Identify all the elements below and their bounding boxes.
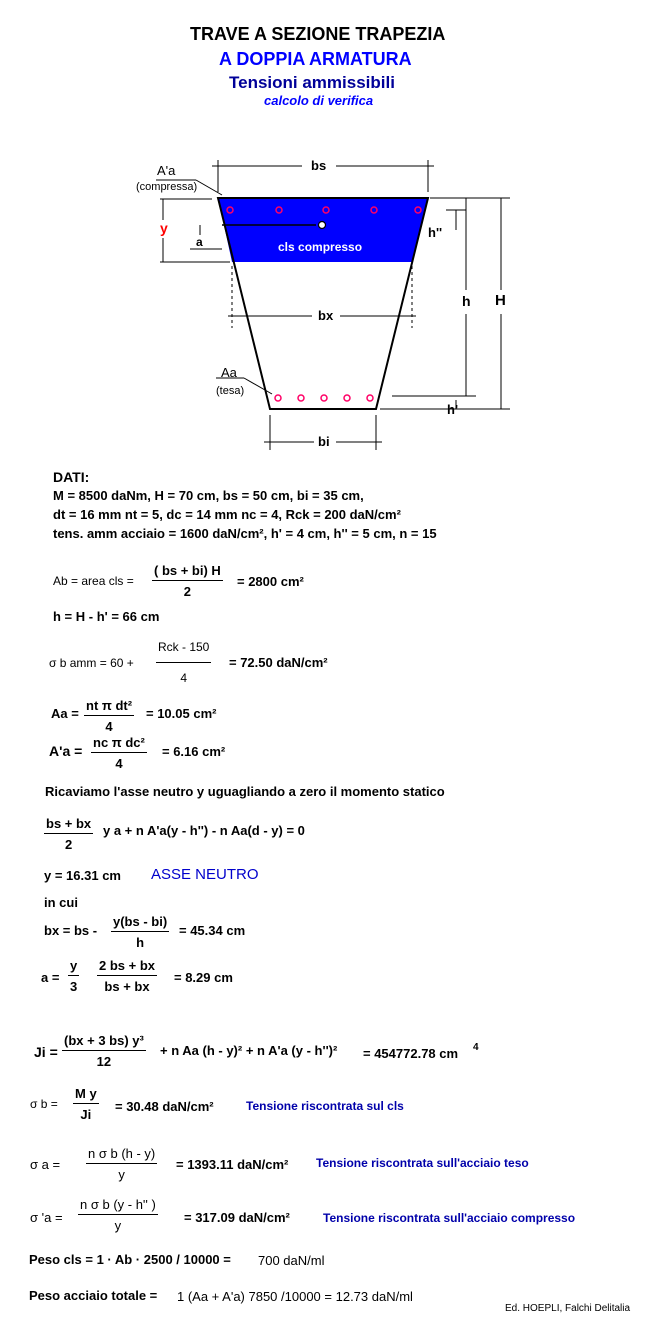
- a-label: a: [196, 235, 203, 249]
- stat-fraction: [44, 816, 93, 852]
- a-fraction-1: [68, 958, 79, 994]
- a-denominator-2: bs + bx: [97, 975, 157, 994]
- sa-result: = 1393.11 daN/cm²: [176, 1157, 289, 1172]
- page-title: TRAVE A SEZIONE TRAPEZIA: [190, 24, 446, 44]
- H-label: H: [495, 292, 506, 309]
- sa-numerator: n σ b (h - y): [88, 1146, 156, 1161]
- ab-left: Ab = area cls =: [53, 574, 134, 588]
- page-subtitle: A DOPPIA ARMATURA: [219, 49, 412, 69]
- sb-result: = 30.48 daN/cm²: [115, 1099, 214, 1114]
- ab-denominator: 2: [152, 580, 223, 599]
- y-result: y = 16.31 cm: [44, 868, 121, 883]
- ji-denominator: 12: [62, 1050, 146, 1069]
- dati-heading: DATI:: [53, 469, 90, 485]
- ji-rest: + n Aa (h - y)² + n A'a (y - h'')²: [160, 1043, 338, 1058]
- s1a-fraction: [78, 1197, 158, 1233]
- aa-left: Aa =: [51, 706, 79, 721]
- sb-denominator: Ji: [73, 1103, 99, 1122]
- sb-fraction: [73, 1086, 99, 1122]
- compressa-label: (compressa): [136, 181, 198, 193]
- aa-result: = 10.05 cm²: [146, 706, 217, 721]
- a1a-numerator: nc π dc²: [93, 735, 145, 750]
- aa-fraction: [84, 698, 134, 734]
- bi-label: bi: [318, 434, 330, 449]
- ji-fraction: [62, 1033, 146, 1069]
- stat-rest: y a + n A'a(y - h'') - n Aa(d - y) = 0: [103, 823, 305, 838]
- sb-note: Tensione riscontrata sul cls: [246, 1099, 404, 1113]
- a-left: a =: [41, 970, 60, 985]
- bs-label: bs: [311, 158, 327, 173]
- a1a-label: A'a: [157, 163, 176, 178]
- dati-line-2: dt = 16 mm nt = 5, dc = 14 mm nc = 4, Rck = 200 daN/cm²: [53, 507, 401, 522]
- footer-credit: Ed. HOEPLI, Falchi Delitalia: [505, 1303, 631, 1314]
- bx-result: = 45.34 cm: [179, 923, 246, 938]
- a-numerator-1: y: [70, 958, 78, 973]
- a1a-left: A'a =: [49, 743, 83, 759]
- peso-acciaio-value: 1 (Aa + A'a) 7850 /10000 = 12.73 daN/ml: [177, 1289, 413, 1304]
- a-fraction-2: [97, 958, 157, 994]
- section-title: Tensioni ammissibili: [229, 73, 395, 92]
- sigma-amm-left: σ b amm = 60 +: [49, 656, 134, 670]
- sigma-amm-result: = 72.50 daN/cm²: [229, 655, 328, 670]
- stat-numerator: bs + bx: [46, 816, 92, 831]
- bx-fraction: [111, 914, 169, 950]
- in-cui-text: in cui: [44, 895, 78, 910]
- s1a-result: = 317.09 daN/cm²: [184, 1210, 290, 1225]
- sb-left: σ b =: [30, 1097, 58, 1111]
- h-formula: h = H - h' = 66 cm: [53, 609, 160, 624]
- bx-denominator: h: [111, 931, 169, 950]
- s1a-note: Tensione riscontrata sull'acciaio compresso: [323, 1211, 576, 1225]
- ji-result: = 454772.78 cm: [363, 1046, 459, 1061]
- cls-compresso-label: cls compresso: [278, 240, 363, 254]
- h-label: h: [462, 293, 471, 309]
- ji-left: Ji =: [34, 1044, 58, 1060]
- tesa-label: (tesa): [216, 385, 245, 397]
- h1-label: h': [447, 402, 459, 417]
- sb-numerator: M y: [75, 1086, 97, 1101]
- asse-neutro-label: ASSE NEUTRO: [151, 866, 259, 883]
- y-label: y: [160, 220, 168, 236]
- dati-line-1: M = 8500 daNm, H = 70 cm, bs = 50 cm, bi = 35 cm,: [53, 488, 364, 503]
- a1a-denominator: 4: [91, 752, 147, 771]
- h2-label: h'': [428, 225, 443, 240]
- sigma-amm-numerator: Rck - 150: [158, 640, 210, 654]
- ji-exponent: 4: [473, 1042, 479, 1053]
- bx-numerator: y(bs - bi): [113, 914, 168, 929]
- ab-fraction: [152, 563, 223, 599]
- stat-denominator: 2: [44, 833, 93, 852]
- a-result: = 8.29 cm: [174, 970, 233, 985]
- a-numerator-2: 2 bs + bx: [99, 958, 155, 973]
- sigma-amm-fraction: [156, 640, 211, 685]
- bx-left: bx = bs -: [44, 923, 98, 938]
- neutral-point: [319, 222, 326, 229]
- peso-cls-value: 700 daN/ml: [258, 1253, 325, 1268]
- ricaviamo-text: Ricaviamo l'asse neutro y uguagliando a zero il momento statico: [45, 784, 445, 799]
- sa-fraction: [86, 1146, 157, 1182]
- a1a-result: = 6.16 cm²: [162, 744, 226, 759]
- a-denominator-1: 3: [68, 975, 79, 994]
- ab-result: = 2800 cm²: [237, 574, 304, 589]
- s1a-left: σ 'a =: [30, 1210, 63, 1225]
- sa-denominator: y: [86, 1163, 157, 1182]
- aa-label: Aa: [221, 365, 237, 380]
- aa-numerator: nt π dt²: [86, 698, 133, 713]
- bx-label: bx: [318, 308, 334, 323]
- bottom-rebars: [275, 395, 373, 401]
- trapezoid-section-diagram: [0, 0, 666, 470]
- s1a-denominator: y: [78, 1214, 158, 1233]
- aa-denominator: 4: [84, 715, 134, 734]
- sa-left: σ a =: [30, 1157, 61, 1172]
- a1a-fraction: [91, 735, 147, 771]
- peso-acciaio-left: Peso acciaio totale =: [29, 1288, 158, 1303]
- ab-numerator: ( bs + bi) H: [154, 563, 221, 578]
- dati-line-3: tens. amm acciaio = 1600 daN/cm², h' = 4 cm, h'' = 5 cm, n = 15: [53, 526, 437, 541]
- s1a-numerator: n σ b (y - h'' ): [80, 1197, 156, 1212]
- section-subtitle: calcolo di verifica: [264, 93, 374, 108]
- peso-cls-left: Peso cls = 1 · Ab · 2500 / 10000 =: [29, 1252, 231, 1267]
- sa-note: Tensione riscontrata sull'acciaio teso: [316, 1156, 529, 1170]
- sigma-amm-denominator: 4: [156, 662, 211, 685]
- ji-numerator: (bx + 3 bs) y³: [64, 1033, 144, 1048]
